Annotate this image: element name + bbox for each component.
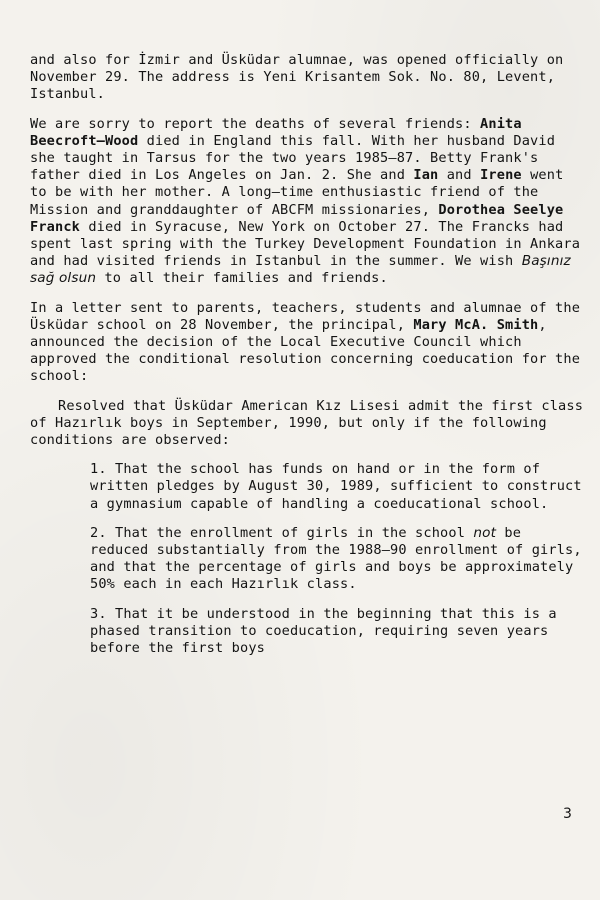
letter-text-1: In a letter sent to parents, teachers, students and alumnae of the Üsküdar school on 28 November, the principal, xyxy=(30,299,581,333)
condition-2 xyxy=(90,525,586,594)
condolence-phrase: Başınız sağ olsun xyxy=(30,253,571,287)
intro-paragraph xyxy=(30,52,586,104)
page-number: 3 xyxy=(563,806,572,822)
resolution-paragraph xyxy=(30,398,586,450)
principal-name: Mary McA. Smith xyxy=(413,316,539,333)
condition-3 xyxy=(90,606,586,658)
condition-2-emphasis: not xyxy=(473,524,497,541)
condition-1-text: 1. That the school has funds on hand or in the form of written pledges by August 30, 1989, sufficient to construct a gymnasium capable of handling a coeducational school. xyxy=(90,461,582,512)
letter-text-2: , announced the decision of the Local Executive Council which approved the conditional resolution concerning coeducation for the school: xyxy=(30,316,581,385)
deaths-text-4: went to be with her mother. A long–time enthusiastic friend of the Mission and granddaughter of ABCFM missionaries, xyxy=(30,167,564,218)
person-name-ian: Ian xyxy=(413,167,439,184)
deceased-name-2: Dorothea Seelye Franck xyxy=(30,201,564,235)
condition-3-text: 3. That it be understood in the beginning that this is a phased transition to coeducation, requiring seven years before the first boys xyxy=(90,605,557,657)
deaths-text-1: We are sorry to report the deaths of several friends: xyxy=(30,115,481,132)
deaths-text-6: to all their families and friends. xyxy=(96,270,388,287)
deaths-text-5: died in Syracuse, New York on October 27. The Francks had spent last spring with the Turkey Development Foundation in Ankara and had visited friends in Istanbul in the summer. We wish xyxy=(30,218,581,270)
condition-1 xyxy=(90,461,586,513)
deaths-text-2: died in England this fall. With her husband David she taught in Tarsus for the two years 1985–87. Betty Frank's father died in Los Angeles on Jan. 2. She and xyxy=(30,132,556,184)
person-name-irene: Irene xyxy=(480,167,522,184)
letter-paragraph xyxy=(30,300,586,386)
intro-text: and also for İzmir and Üsküdar alumnae, was opened officially on November 29. The address is Yeni Krisantem Sok. No. 80, Levent, Istanbul. xyxy=(30,52,564,103)
deaths-text-3: and xyxy=(438,167,481,184)
document-body xyxy=(30,52,586,669)
condition-2-text-b: be reduced substantially from the 1988–90 enrollment of girls, and that the percentage of girls and boys be approximately 50% each in each Hazırlık class. xyxy=(90,524,582,593)
deceased-name-1: Anita Beecroft–Wood xyxy=(30,115,522,149)
condition-2-text-a: 2. That the enrollment of girls in the school xyxy=(90,524,474,541)
deaths-paragraph xyxy=(30,116,586,288)
resolution-text: Resolved that Üsküdar American Kız Lisesi admit the first class of Hazırlık boys in September, 1990, but only if the following conditions are observed: xyxy=(30,397,584,449)
